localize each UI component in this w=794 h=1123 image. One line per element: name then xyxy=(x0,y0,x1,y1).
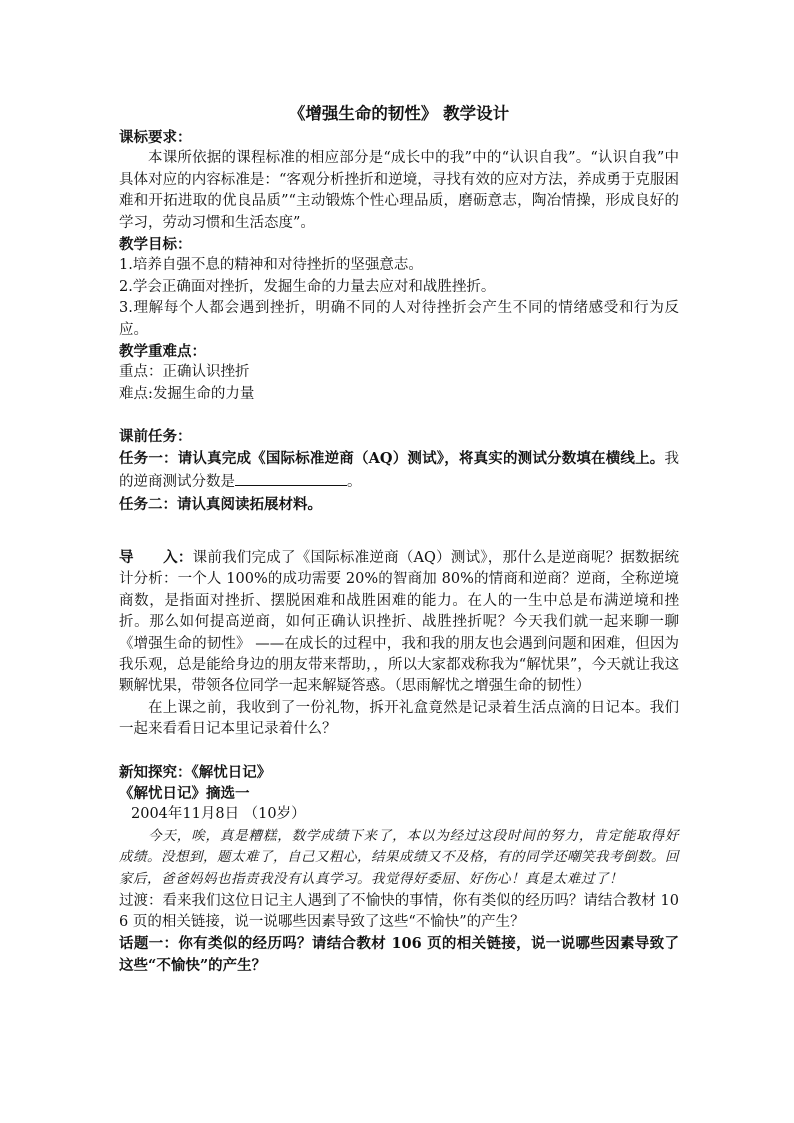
curriculum-body: 本课所依据的课程标准的相应部分是“成长中的我”中的“认识自我”。“认识自我”中具体对应的内容标准是：“客观分析挫折和逆境，寻找有效的应对方法，养成勇于克服困难和开拓进取的优良品质”“主动锻炼个性心理品质，磨砺意志，陶冶情操，形成良好的学习，劳动习惯和生活态度”。 xyxy=(119,150,679,231)
task-two: 任务二：请认真阅读拓展材料。 xyxy=(119,495,322,513)
intro-paragraph-2: 在上课之前，我收到了一份礼物，拆开礼盒竟然是记录着生活点滴的日记本。我们一起来看看日记本里记录着什么？ xyxy=(119,699,679,738)
score-blank-line[interactable] xyxy=(235,470,347,486)
page-title: 《增强生命的韧性》 教学设计 xyxy=(288,104,510,123)
diary-text: 今天，唉，真是糟糕，数学成绩下来了，本以为经过这段时间的努力，肯定能取得好成绩。没想到，题太难了，自己又粗心，结果成绩又不及格，有的同学还嘲笑我考倒数。回家后，爸爸妈妈也指责我没有认真学习。我觉得好委屈、好伤心！真是太难过了！ xyxy=(119,827,679,887)
task-one xyxy=(119,448,679,494)
key-point: 重点：正确认识挫折 xyxy=(119,364,250,381)
document-page xyxy=(119,103,679,976)
spacer xyxy=(119,405,679,426)
task-one-text: 任务一：请认真完成《国际标准逆商（AQ）测试》，将真实的测试分数填在横线上。 xyxy=(119,449,665,467)
diary-date: 2004年11月8日 （10岁） xyxy=(131,806,306,823)
topic-one: 话题一：你有类似的经历吗？请结合教材 106 页的相关链接，说一说哪些因素导致了这些“不愉快”的产生？ xyxy=(119,935,679,974)
intro-body: 课前我们完成了《国际标准逆商（AQ）测试》，那什么是逆商呢？据数据统计分析：一个人 100%的成功需要 20%的智商加 80%的情商和逆商？逆商，全称逆境商数，是指面对挫折、摆脱困难和战胜困难的能力。在人的一生中总是布满逆境和挫折。那么如何提高逆商，如何正确认识挫折、战胜挫折呢？今天我们就一起来聊一聊《增强生命的韧性》 ——在成长的过程中，我和我的朋友也会遇到问题和困难，但因为我乐观，总是能给身边的朋友带来帮助，，所以大家都戏称我为“解忧果”，今天就让我这颗解忧果，带领各位同学一起来解疑答惑。（思雨解忧之增强生命的韧性） xyxy=(119,549,680,695)
intro-paragraph xyxy=(119,547,679,698)
objective-item: 2.学会正确面对挫折，发掘生命的力量去应对和战胜挫折。 xyxy=(119,278,496,295)
explore-heading: 新知探究：《解忧日记》 xyxy=(119,763,272,781)
score-end: 。 xyxy=(347,474,362,491)
objective-item: 3.理解每个人都会遇到挫折，明确不同的人对待挫折会产生不同的情绪感受和行为反应。 xyxy=(119,300,679,338)
key-points-heading: 教学重难点： xyxy=(119,343,206,361)
difficult-point: 难点:发掘生命的力量 xyxy=(119,385,255,402)
intro-label: 导 入： xyxy=(119,548,193,566)
objectives-heading: 教学目标： xyxy=(119,236,192,254)
spacer xyxy=(119,515,679,547)
spacer xyxy=(119,741,679,762)
pre-tasks-heading: 课前任务： xyxy=(119,428,192,446)
transition-text: 过渡：看来我们这位日记主人遇到了不愉快的事情，你有类似的经历吗？请结合教材 106 页的相关链接，说一说哪些因素导致了这些“不愉快”的产生？ xyxy=(119,892,679,930)
curriculum-heading: 课标要求： xyxy=(119,129,192,146)
excerpt-title: 《解忧日记》摘选一 xyxy=(119,784,250,802)
score-label: 我的逆商测试分数是 xyxy=(119,450,679,491)
objective-item: 1.培养自强不息的精神和对待挫折的坚强意志。 xyxy=(119,257,423,274)
